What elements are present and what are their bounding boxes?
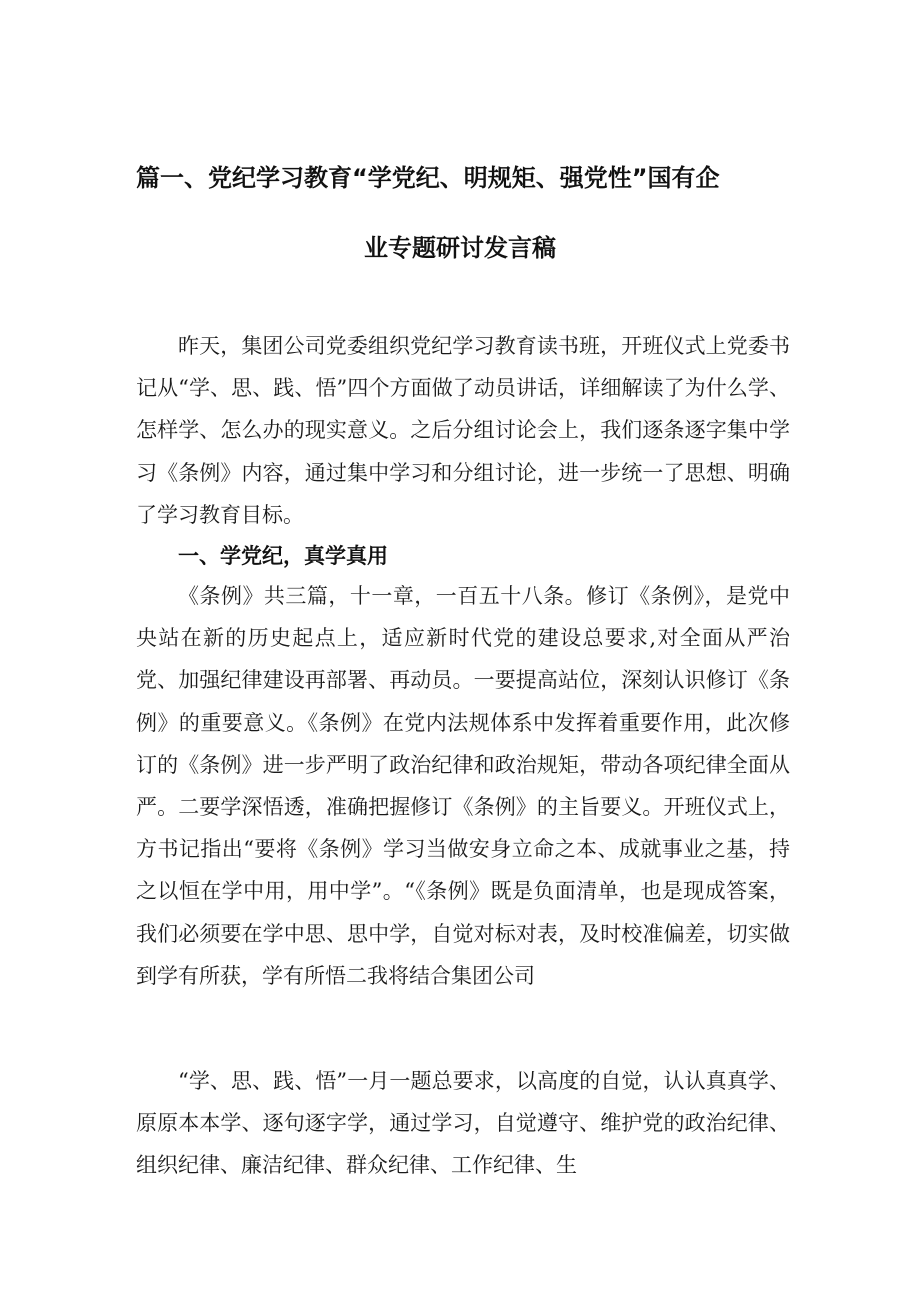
paragraph-intro: 昨天，集团公司党委组织党纪学习教育读书班，开班仪式上党委书记从“学、思、践、悟”四个方面做了动员讲话，详细解读了为什么学、怎样学、怎么办的现实意义。之后分组讨论会上，我们逐条逐字集中学习《条例》内容，通过集中学习和分组讨论，进一步统一了思想、明确了学习教育目标。: [136, 334, 790, 527]
document-title-line-2: 业专题研讨发言稿: [364, 234, 556, 262]
paragraph-regulations: 《条例》共三篇，十一章，一百五十八条。修订《条例》，是党中央站在新的历史起点上，适应新时代党的建设总要求,对全面从严治党、加强纪律建设再部署、再动员。一要提高站位，深刻认识修订《条例》的重要意义。《条例》在党内法规体系中发挥着重要作用，此次修订的《条例》进一步严明了政治纪律和政治规矩，带动各项纪律全面从严。二要学深悟透，准确把握修订《条例》的主旨要义。开班仪式上，方书记指出“要将《条例》学习当做安身立命之本、成就事业之基，持之以恒在学中用，用中学”。“《条例》既是负面清单，也是现成答案，我们必须要在学中思、思中学，自觉对标对表，及时校准偏差，切实做到学有所获，学有所悟二我将结合集团公司: [136, 584, 790, 988]
paragraph-requirements: “学、思、践、悟”一月一题总要求，以高度的自觉，认认真真学、原原本本学、逐句逐字学，通过学习，自觉遵守、维护党的政治纪律、组织纪律、廉洁纪律、群众纪律、工作纪律、生: [136, 1069, 790, 1178]
section-heading: 一、学党纪，真学真用: [178, 544, 388, 568]
document-title-line-1: 篇一、党纪学习教育“学党纪、明规矩、强党性”国有企: [136, 164, 720, 192]
